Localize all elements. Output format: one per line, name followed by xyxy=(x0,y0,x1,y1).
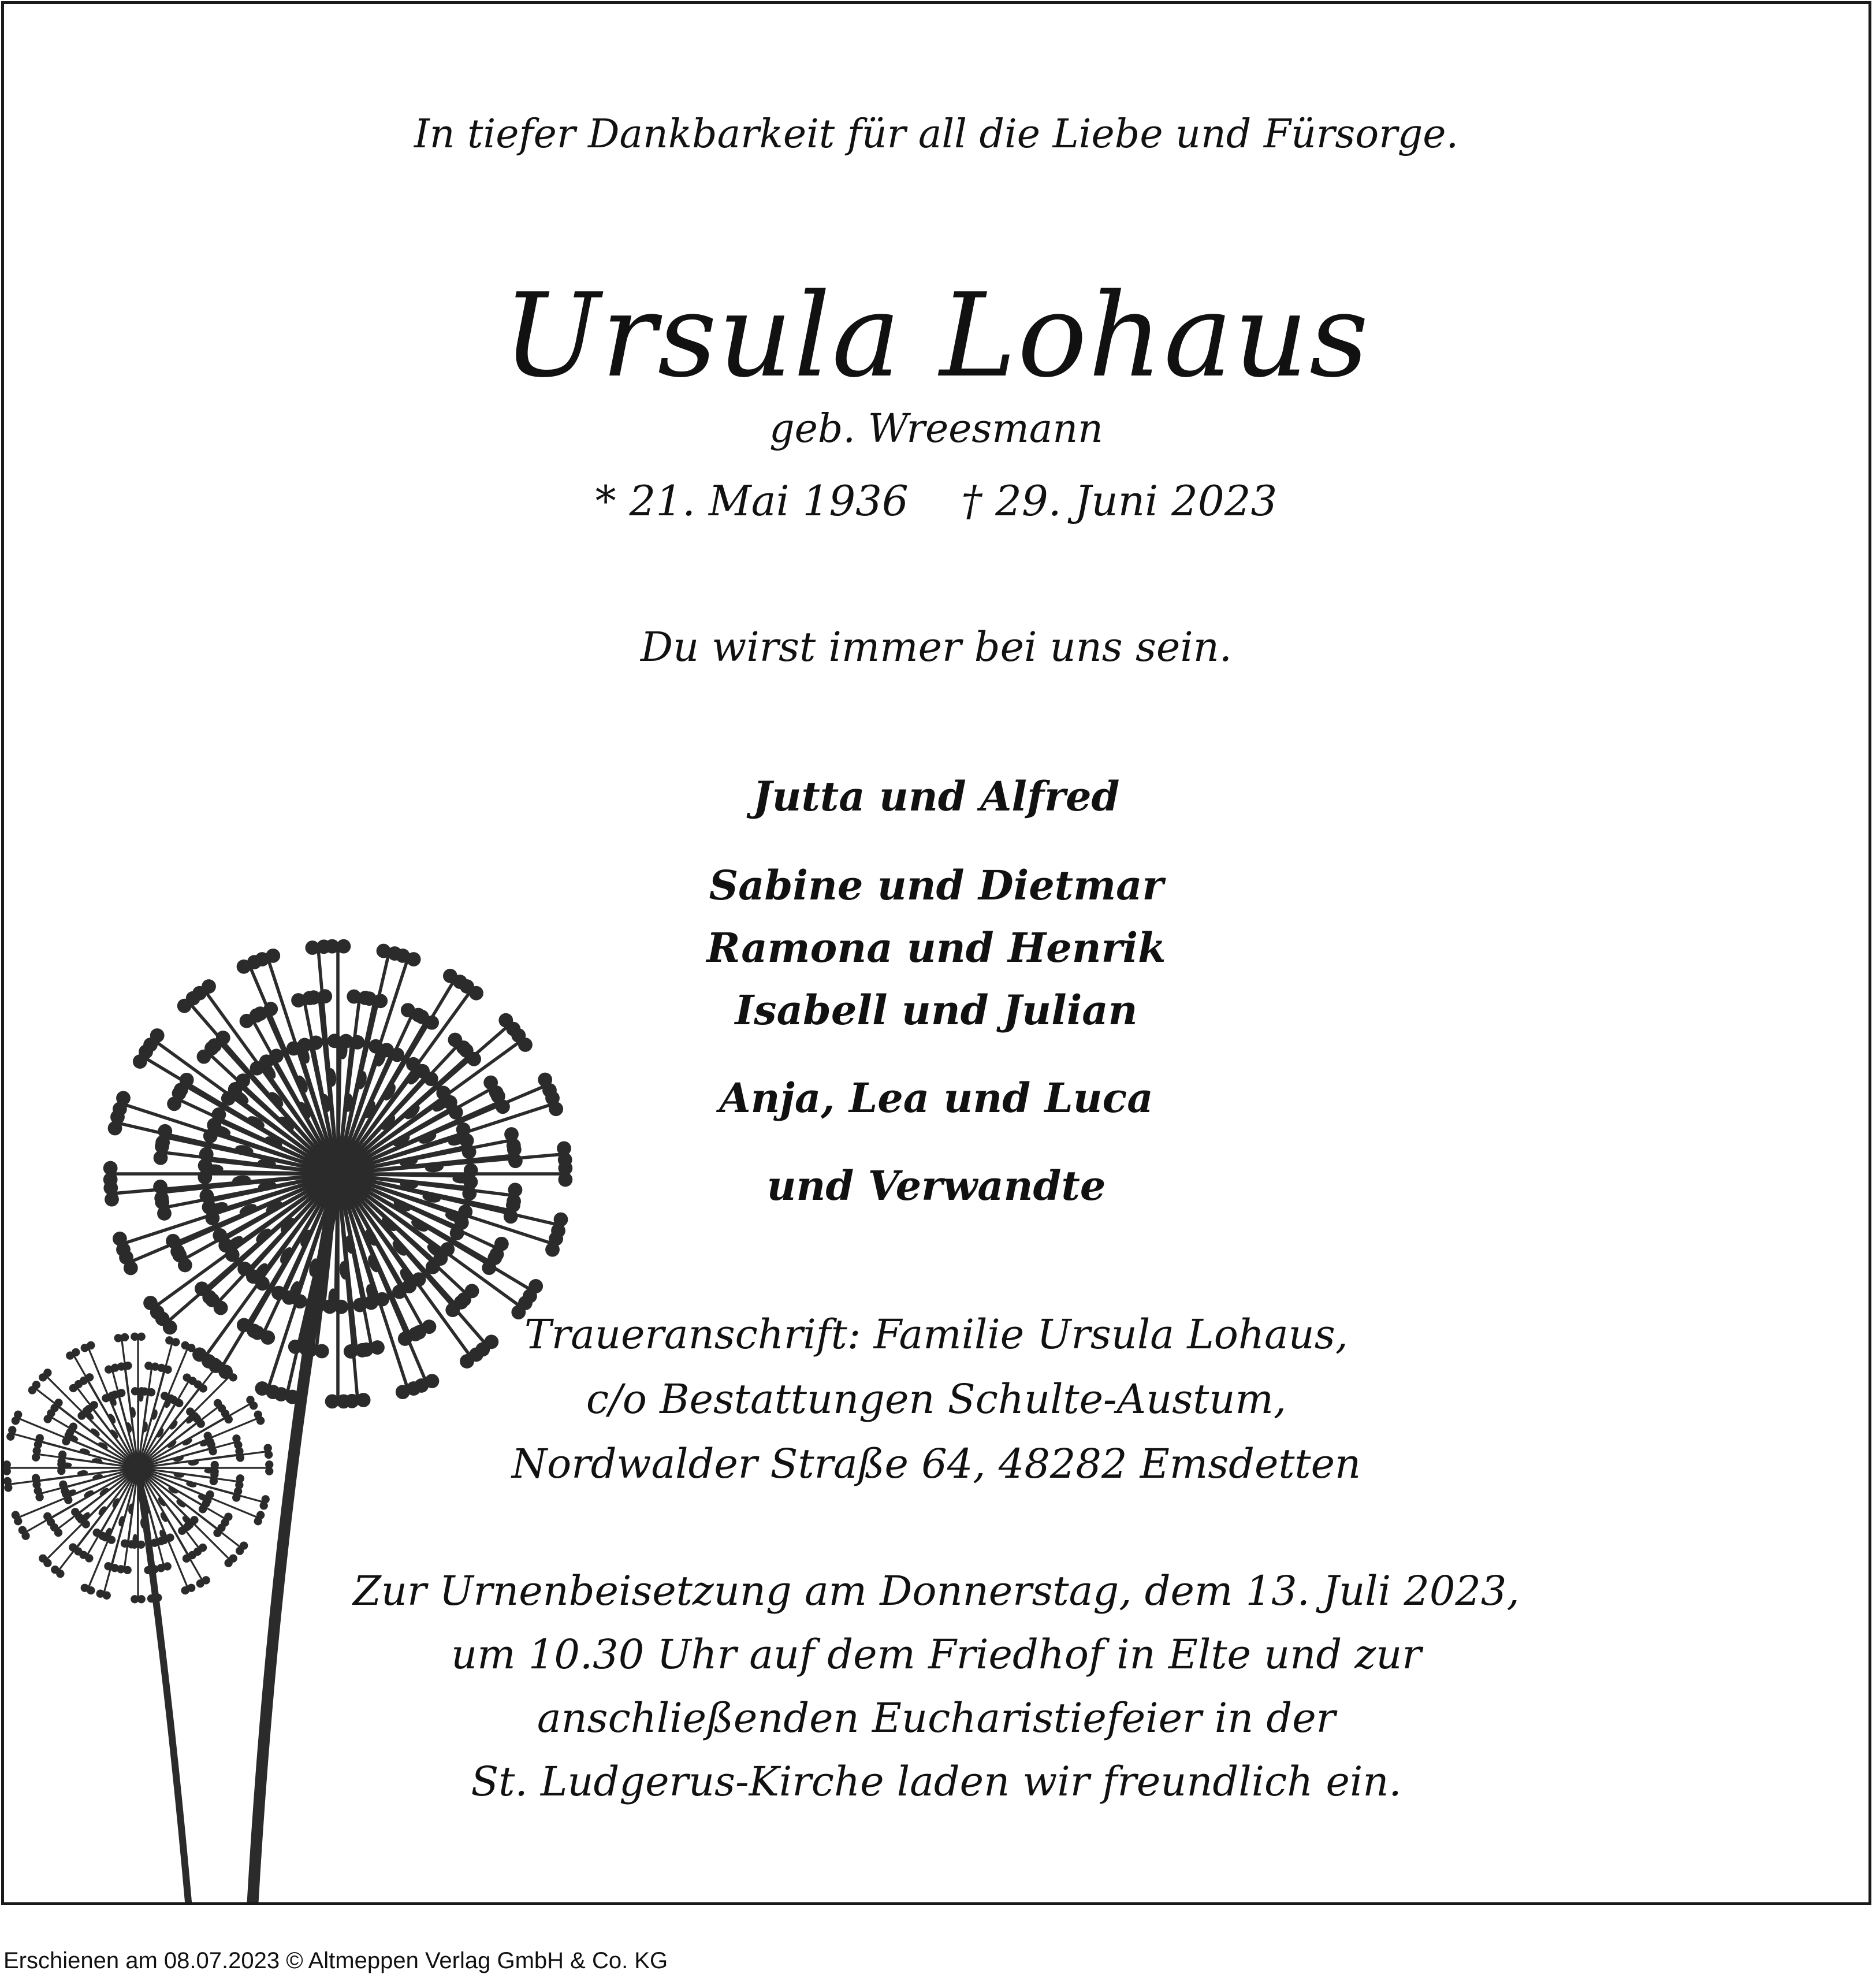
address-line: c/o Bestattungen Schulte-Austum, xyxy=(586,1375,1287,1423)
publication-footer: Erschienen am 08.07.2023 © Altmeppen Verlag GmbH & Co. KG xyxy=(3,1948,668,1973)
mourner-line: Isabell und Julian xyxy=(735,986,1138,1034)
mourner-line: und Verwandte xyxy=(766,1162,1106,1210)
mourner-line: Anja, Lea und Luca xyxy=(719,1074,1153,1122)
invitation-line: Zur Urnenbeisetzung am Donnerstag, dem 13. Juli 2023, xyxy=(353,1567,1520,1615)
deceased-name: Ursula Lohaus xyxy=(502,269,1370,403)
mourner-line: Sabine und Dietmar xyxy=(709,861,1164,909)
invitation-line: um 10.30 Uhr auf dem Friedhof in Elte und zur xyxy=(451,1631,1421,1678)
quote: Du wirst immer bei uns sein. xyxy=(640,623,1233,671)
mourner-line: Ramona und Henrik xyxy=(706,924,1166,972)
intro-line: In tiefer Dankbarkeit für all die Liebe und Fürsorge. xyxy=(414,111,1459,157)
life-dates: * 21. Mai 1936 † 29. Juni 2023 xyxy=(595,477,1278,525)
obituary-notice xyxy=(1,1,1871,1905)
mourner-line: Jutta und Alfred xyxy=(753,772,1120,820)
address-line: Nordwalder Straße 64, 48282 Emsdetten xyxy=(511,1440,1361,1488)
invitation-line: anschließenden Eucharistiefeier in der xyxy=(537,1694,1336,1742)
maiden-name: geb. Wreesmann xyxy=(769,406,1103,452)
invitation-line: St. Ludgerus-Kirche laden wir freundlich ein. xyxy=(471,1758,1402,1805)
address-line: Traueranschrift: Familie Ursula Lohaus, xyxy=(524,1311,1348,1358)
